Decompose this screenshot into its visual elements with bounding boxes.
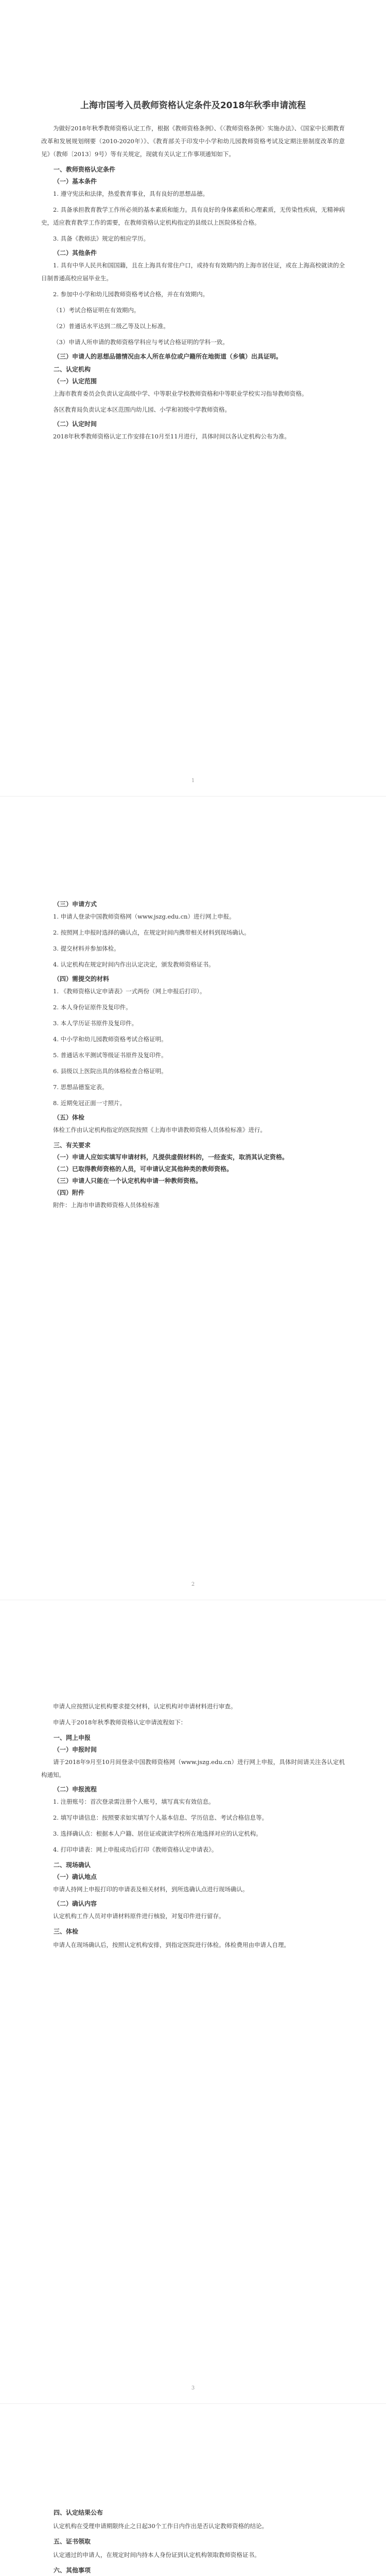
section-heading: 一、教师资格认定条件 bbox=[54, 166, 116, 173]
subsection-heading: （四）附件 bbox=[54, 1189, 85, 1196]
paragraph: 为做好2018年秋季教师资格认定工作，根据《教师资格条例》、《〈教师资格条例〉实施办法》、《国家中长期教育改革和发展规划纲要（2010-2020年）》、《教育部关于印发中小学和幼儿园教师资格考试及定期注册制度改革的意见》（教师〔2013〕9号）等有关规定，现就有关认定工作事项通知如下。 bbox=[41, 125, 345, 158]
paragraph: 各区教育局负责认定本区范围内幼儿园、小学和初级中学教师资格。 bbox=[53, 406, 231, 413]
section-heading: 五、证书领取 bbox=[54, 2538, 91, 2545]
page-2 bbox=[0, 804, 386, 1597]
paragraph: 3. 提交材料并参加体检。 bbox=[53, 945, 120, 952]
paragraph: 上海市教育委员会负责认定高级中学、中等职业学校教师资格和中等职业学校实习指导教师资格。 bbox=[53, 390, 308, 397]
subsection-heading: （二）其他条件 bbox=[54, 249, 97, 257]
subsection-heading: （五）体检 bbox=[54, 1114, 85, 1121]
page-number: 2 bbox=[191, 1582, 195, 1587]
page-4 bbox=[0, 2411, 386, 2576]
paragraph: 2. 具备承担教育教学工作所必须的基本素质和能力。具有良好的身体素质和心理素质，无传染性疾病，无精神病史，适应教育教学工作的需要，在教师资格认定机构指定的县级以上医院体检合格。 bbox=[41, 206, 345, 226]
paragraph: （3）申请人所申请的教师资格学科应与考试合格证明的学科一致。 bbox=[53, 338, 229, 346]
paragraph: 2. 参加中小学和幼儿园教师资格考试合格，并在有效期内。 bbox=[53, 291, 209, 298]
subsection-heading: （三）申请方式 bbox=[54, 901, 97, 908]
paragraph: 2. 本人身份证原件及复印件。 bbox=[53, 1004, 132, 1011]
page-1-content bbox=[41, 122, 345, 443]
paragraph: 1. 申请人登录中国教师资格网（www.jszg.edu.cn）进行网上申报。 bbox=[53, 913, 235, 920]
page-2-content bbox=[41, 900, 345, 1212]
paragraph: 请于2018年9月至10月间登录中国教师资格网（www.jszg.edu.cn）进行网上申报，具体时间请关注各认定机构通知。 bbox=[41, 1758, 345, 1778]
section-heading: 三、体检 bbox=[54, 1928, 79, 1935]
paragraph: 1. 具有中华人民共和国国籍，且在上海具有常住户口，或持有有效期内的上海市居住证，或在上海高校就读的全日制普通高校应届毕业生。 bbox=[41, 262, 345, 282]
section-heading: 四、认定结果公布 bbox=[54, 2509, 103, 2516]
paragraph: 2. 按照网上申报时选择的确认点，在规定时间内携带相关材料到现场确认。 bbox=[53, 929, 250, 936]
paragraph: 1. 《教师资格认定申请表》一式两份（网上申报后打印）。 bbox=[53, 988, 206, 995]
paragraph: 申请人持网上申报打印的申请表及相关材料，到所选确认点进行现场确认。 bbox=[53, 1886, 249, 1893]
paragraph: 1. 注册账号：首次登录需注册个人账号，填写真实有效信息。 bbox=[53, 1798, 215, 1805]
subsection-heading: （三）申请人的思想品德情况由本人所在单位或户籍所在地街道（乡镇）出具证明。 bbox=[54, 353, 283, 360]
section-heading: 三、有关要求 bbox=[54, 1142, 91, 1149]
page-3-content bbox=[41, 1700, 345, 1952]
paragraph: （1）考试合格证明在有效期内。 bbox=[53, 307, 140, 314]
page-4-content bbox=[41, 2508, 345, 2576]
paragraph: 申请人应按照认定机构要求提交材料，认定机构对申请材料进行审查。 bbox=[53, 1703, 237, 1710]
paragraph: 3. 具备《教师法》规定的相应学历。 bbox=[53, 235, 150, 242]
subsection-heading: （一）基本条件 bbox=[54, 178, 97, 185]
paragraph: 2. 填写申请信息：按照要求如实填写个人基本信息、学历信息、考试合格信息等。 bbox=[53, 1814, 268, 1821]
subsection-heading: （三）申请人只能在一个认定机构申请一种教师资格。 bbox=[54, 1177, 202, 1184]
section-heading: 六、其他事项 bbox=[54, 2567, 91, 2574]
paragraph: 7. 思想品德鉴定表。 bbox=[53, 1083, 108, 1091]
section-heading: 二、现场确认 bbox=[54, 1861, 91, 1869]
section-heading: 一、网上申报 bbox=[54, 1734, 91, 1741]
subsection-heading: （二）认定时间 bbox=[54, 420, 97, 428]
paragraph: 4. 打印申请表：网上申报成功后打印《教师资格认定申请表》。 bbox=[53, 1846, 218, 1853]
page-1 bbox=[0, 0, 386, 793]
paragraph: 体检工作由认定机构指定的医院按照《上海市申请教师资格人员体检标准》进行。 bbox=[53, 1126, 266, 1133]
paragraph: 4. 中小学和幼儿园教师资格考试合格证明。 bbox=[53, 1036, 167, 1043]
paragraph: 8. 近期免冠正面一寸照片。 bbox=[53, 1099, 126, 1107]
subsection-heading: （一）认定范围 bbox=[54, 378, 97, 385]
paragraph: 认定通过的申请人，在规定时间内持本人身份证到认定机构领取教师资格证书。 bbox=[53, 2551, 260, 2558]
subsection-heading: （四）需提交的材料 bbox=[54, 975, 110, 982]
paragraph: 认定机构工作人员对申请材料原件进行核验，对复印件进行留存。 bbox=[53, 1912, 225, 1920]
subsection-heading: （二）已取得教师资格的人员，可申请认定其他种类的教师资格。 bbox=[54, 1165, 233, 1173]
paragraph: 认定机构在受理申请期限终止之日起30个工作日内作出是否认定教师资格的结论。 bbox=[53, 2522, 268, 2530]
paragraph: 附件：上海市申请教师资格人员体检标准 bbox=[53, 1201, 160, 1209]
subsection-heading: （一）申报时间 bbox=[54, 1746, 97, 1753]
paragraph: 5. 普通话水平测试等级证书原件及复印件。 bbox=[53, 1052, 167, 1059]
document-title: 上海市国考入员教师资格认定条件及2018年秋季申请流程 bbox=[80, 100, 306, 111]
page-number: 1 bbox=[191, 778, 195, 784]
subsection-heading: （一）申请人应如实填写申请材料，凡提供虚假材料的，一经查实，取消其认定资格。 bbox=[54, 1154, 289, 1161]
paragraph: 申请人在现场确认后，按照认定机构安排，到指定医院进行体检。体检费用由申请人自理。 bbox=[53, 1941, 290, 1948]
page-separator bbox=[0, 2403, 386, 2404]
paragraph: 2018年秋季教师资格认定工作安排在10月至11月进行，具体时间以各认定机构公布为准。 bbox=[53, 433, 291, 440]
paragraph: 1. 遵守宪法和法律，热爱教育事业，具有良好的思想品德。 bbox=[53, 190, 209, 197]
paragraph: 3. 选择确认点：根据本人户籍、居住证或就读学校所在地选择对应的认定机构。 bbox=[53, 1830, 262, 1837]
page-3 bbox=[0, 1607, 386, 2401]
paragraph: （2）普通话水平达到二级乙等及以上标准。 bbox=[53, 323, 169, 330]
subsection-heading: （一）确认地点 bbox=[54, 1873, 97, 1880]
paragraph: 6. 县级以上医院出具的体格检查合格证明。 bbox=[53, 1067, 167, 1075]
subsection-heading: （二）确认内容 bbox=[54, 1900, 97, 1907]
section-heading: 二、认定机构 bbox=[54, 366, 91, 373]
paragraph: 4. 认定机构在规定时间内作出认定决定，颁发教师资格证书。 bbox=[53, 961, 215, 968]
paragraph: 申请人于2018年秋季教师资格认定申请流程如下： bbox=[53, 1719, 187, 1726]
page-number: 3 bbox=[191, 2385, 195, 2391]
paragraph: 3. 本人学历证书原件及复印件。 bbox=[53, 1020, 138, 1027]
subsection-heading: （二）申报流程 bbox=[54, 1786, 97, 1793]
